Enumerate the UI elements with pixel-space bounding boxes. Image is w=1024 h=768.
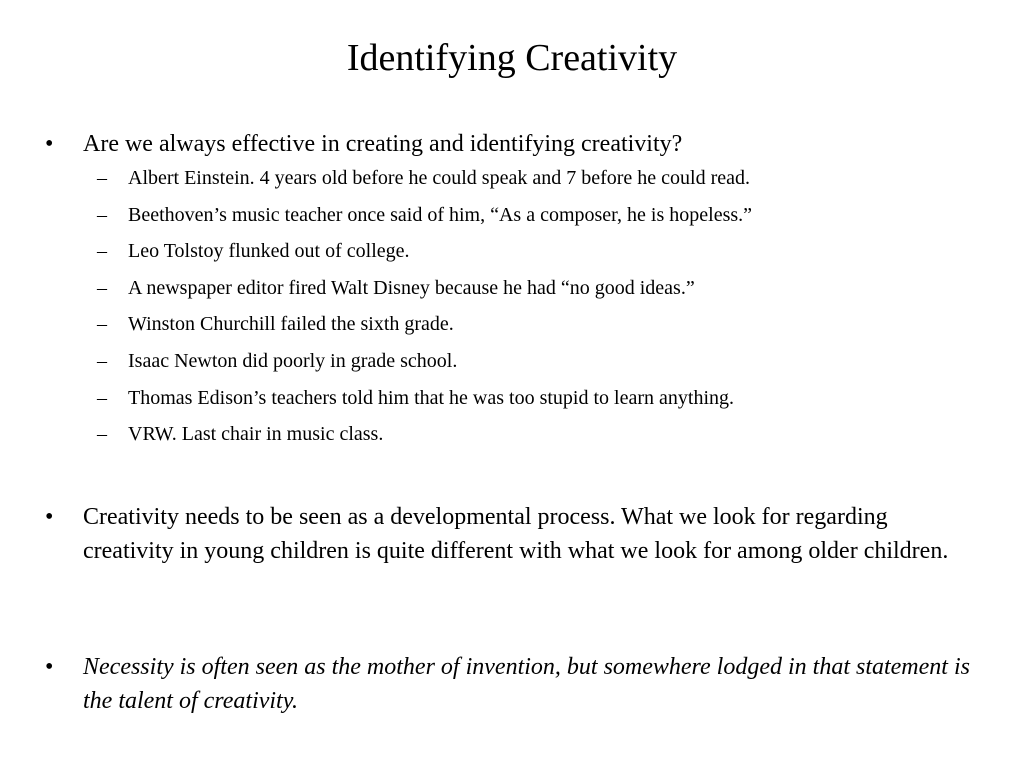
sub-bullet-text: Leo Tolstoy flunked out of college.: [128, 240, 410, 263]
sub-bullet-item: [97, 312, 977, 349]
sub-bullet-list: [97, 166, 977, 459]
bullet-marker: •: [45, 131, 54, 157]
sub-bullet-item: [97, 239, 977, 276]
bullet-text-italic: Necessity is often seen as the mother of invention, but somewhere lodged in that statement is the talent of creativity.: [83, 654, 970, 714]
dash-marker: –: [97, 313, 107, 336]
bullet-text: Are we always effective in creating and identifying creativity?: [83, 131, 683, 157]
sub-bullet-item: [97, 203, 977, 240]
sub-bullet-text: Winston Churchill failed the sixth grade.: [128, 313, 454, 336]
sub-bullet-text: A newspaper editor fired Walt Disney because he had “no good ideas.”: [128, 276, 695, 299]
sub-bullet-item: [97, 386, 977, 423]
dash-marker: –: [97, 203, 107, 226]
dash-marker: –: [97, 276, 107, 299]
sub-bullet-item: [97, 276, 977, 313]
dash-marker: –: [97, 167, 107, 189]
sub-bullet-item: [97, 349, 977, 386]
bullet-item-1: [45, 127, 980, 161]
dash-marker: –: [97, 386, 107, 409]
bullet-marker: •: [45, 504, 54, 530]
sub-bullet-text: Thomas Edison’s teachers told him that he was too stupid to learn anything.: [128, 386, 735, 409]
dash-marker: –: [97, 423, 107, 446]
slide-title: Identifying Creativity: [346, 37, 678, 79]
sub-bullet-item: [97, 166, 977, 203]
sub-bullet-item: [97, 422, 977, 459]
sub-bullet-text: Albert Einstein. 4 years old before he could speak and 7 before he could read.: [128, 167, 750, 189]
bullet-item-2: [45, 500, 980, 568]
sub-bullet-text: VRW. Last chair in music class.: [128, 423, 384, 446]
sub-bullet-text: Isaac Newton did poorly in grade school.: [128, 349, 458, 372]
bullet-item-3: [45, 650, 980, 718]
dash-marker: –: [97, 349, 107, 372]
bullet-marker: •: [45, 654, 54, 680]
sub-bullet-text: Beethoven’s music teacher once said of him, “As a composer, he is hopeless.”: [128, 203, 753, 226]
bullet-text: Creativity needs to be seen as a developmental process. What we look for regarding creativity in young children is quite different with what we look for among older children.: [83, 504, 949, 564]
dash-marker: –: [97, 240, 107, 263]
